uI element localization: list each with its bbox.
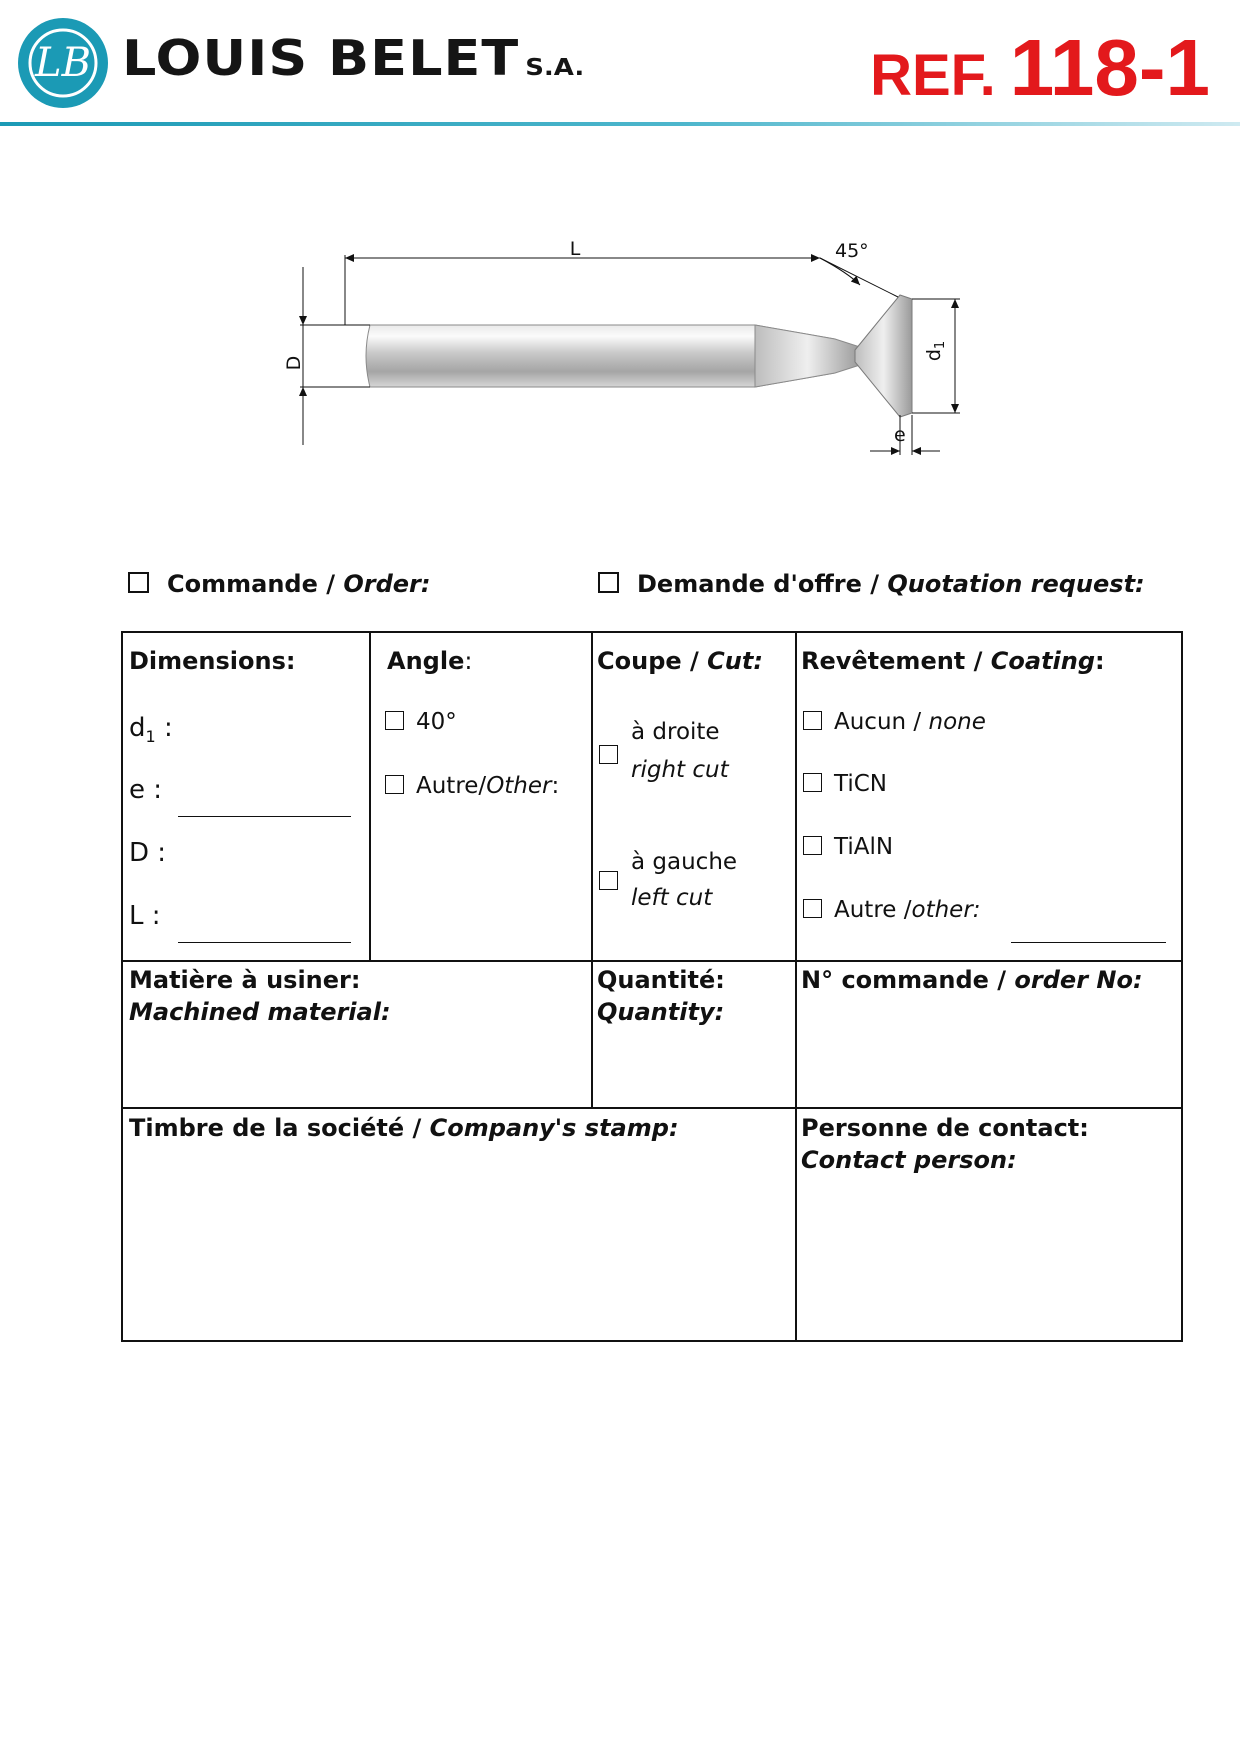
material-title-en: Machined material:: [129, 998, 391, 1026]
contact-title: Personne de contact:: [801, 1114, 1089, 1142]
reference-number: [870, 22, 1210, 114]
left-cut-checkbox[interactable]: [599, 871, 618, 890]
tool-neck: [755, 325, 860, 387]
grid-line: [369, 633, 371, 962]
svg-text:d1: $d_1$: [923, 340, 948, 362]
angle-other-checkbox[interactable]: [385, 775, 404, 794]
brand-suffix: S.A.: [525, 54, 585, 82]
D-label: D :: [129, 838, 167, 868]
left-cut-label-en: left cut: [631, 885, 713, 911]
L-label: L :: [129, 901, 161, 931]
left-cut-label: à gauche: [631, 849, 738, 875]
cut-title: Coupe / Cut:: [597, 647, 763, 675]
coating-other-input-line[interactable]: [1011, 942, 1166, 943]
coating-tialn-checkbox[interactable]: [803, 836, 822, 855]
angle-40-checkbox[interactable]: [385, 711, 404, 730]
logo-monogram-icon: [18, 18, 108, 108]
grid-line: [591, 633, 593, 1109]
coating-title: Revêtement / Coating:: [801, 647, 1105, 675]
grid-line: [123, 960, 1181, 962]
L-input-line[interactable]: [178, 942, 351, 943]
material-title: Matière à usiner:: [129, 966, 361, 994]
order-checkbox[interactable]: [128, 572, 149, 593]
grid-line: [123, 1107, 1181, 1109]
coating-ticn-option[interactable]: TiCN: [803, 771, 887, 797]
e-input-line[interactable]: [178, 816, 351, 817]
angle-title: Angle:: [387, 647, 473, 675]
coating-ticn-checkbox[interactable]: [803, 773, 822, 792]
header-divider: [0, 122, 1240, 126]
svg-text:e: e: [894, 424, 906, 446]
quotation-option[interactable]: Demande d'offre / Quotation request:: [598, 570, 1145, 598]
coating-other-option[interactable]: Autre /other:: [803, 897, 981, 923]
company-logo: [18, 18, 108, 108]
ref-prefix: REF.: [870, 43, 996, 108]
ref-number: 118-1: [1009, 23, 1210, 112]
svg-text:LB: LB: [35, 40, 91, 86]
right-cut-label: à droite: [631, 719, 720, 745]
order-no-title: N° commande / order No:: [801, 966, 1143, 994]
tool-dovetail-head: [855, 295, 912, 417]
quotation-checkbox[interactable]: [598, 572, 619, 593]
grid-line: [795, 633, 797, 1340]
quantity-title: Quantité:: [597, 966, 725, 994]
dovetail-cutter-drawing: [283, 238, 980, 465]
brand-name: LOUIS BELET S.A.: [122, 30, 585, 87]
coating-none-checkbox[interactable]: [803, 711, 822, 730]
stamp-title: Timbre de la société / Company's stamp:: [129, 1114, 679, 1142]
dimensions-title: Dimensions:: [129, 647, 296, 675]
svg-text:45°: 45°: [835, 240, 869, 262]
quantity-title-en: Quantity:: [597, 998, 725, 1026]
order-option[interactable]: Commande / Order:: [128, 570, 430, 598]
coating-other-checkbox[interactable]: [803, 899, 822, 918]
coating-tialn-option[interactable]: TiAlN: [803, 834, 893, 860]
right-cut-checkbox[interactable]: [599, 745, 618, 764]
svg-text:L: L: [569, 238, 581, 260]
right-cut-label-en: right cut: [631, 757, 729, 783]
svg-text:D: D: [283, 355, 305, 371]
angle-other-option[interactable]: Autre/Other:: [385, 773, 559, 799]
angle-40-option[interactable]: 40°: [385, 709, 457, 735]
e-label: e :: [129, 775, 163, 805]
coating-none-option[interactable]: Aucun / none: [803, 709, 986, 735]
order-form: [121, 631, 1183, 1342]
contact-title-en: Contact person:: [801, 1146, 1017, 1174]
d1-label: $d_1$ :: [129, 713, 173, 746]
